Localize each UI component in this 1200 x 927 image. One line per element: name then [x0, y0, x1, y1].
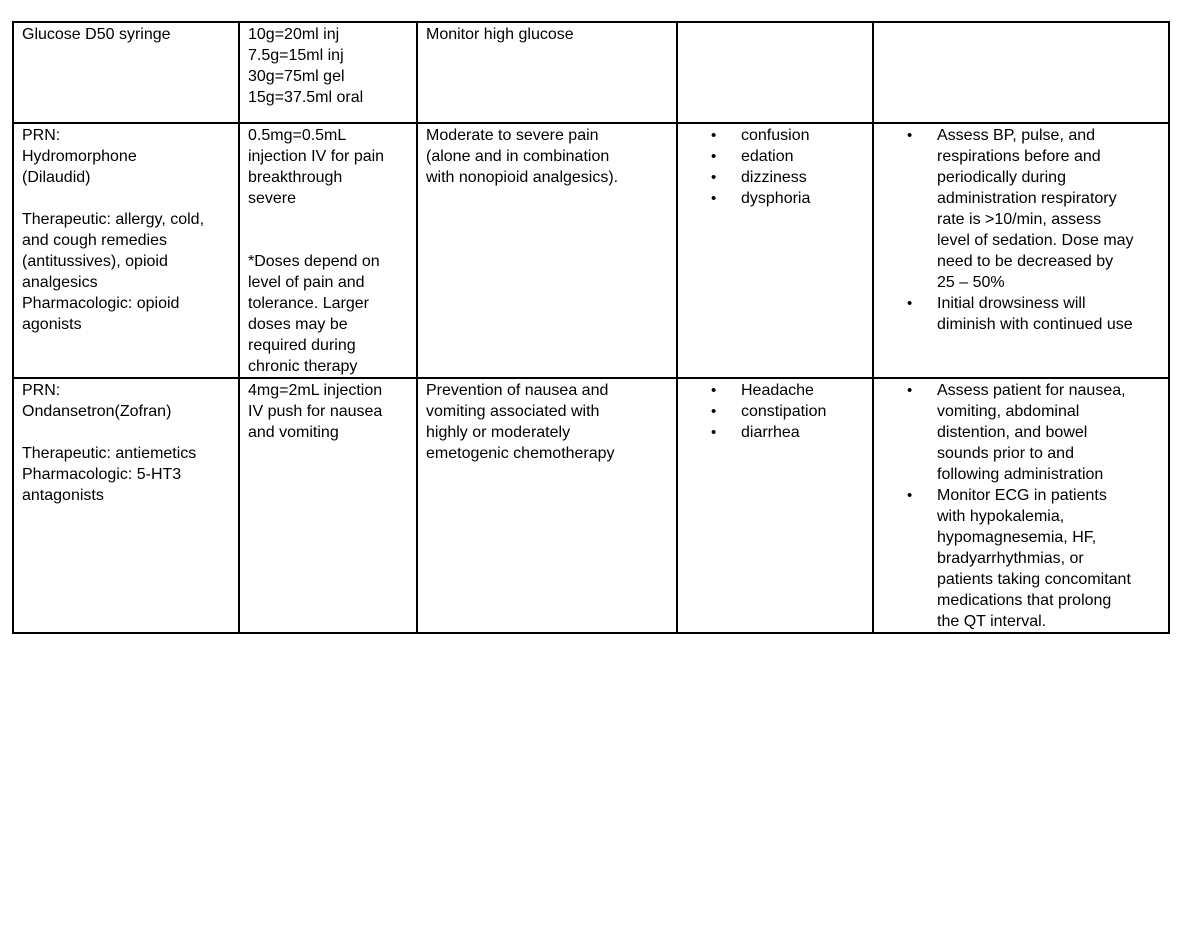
nursing-text-line: rate is >10/min, assess: [937, 211, 1102, 228]
cell-text-line: and vomiting: [248, 424, 339, 441]
nursing-cell: [873, 378, 1169, 633]
nursing-text-line: bradyarrhythmias, or: [937, 550, 1084, 567]
dose-cell: [239, 123, 417, 378]
indication-cell: [417, 123, 677, 378]
cell-text-line: antagonists: [22, 487, 104, 504]
cell-text-line: level of pain and: [248, 274, 365, 291]
nursing-cell: [873, 22, 1169, 123]
nursing-considerations-list: [882, 380, 1162, 632]
cell-text-line: 15g=37.5ml oral: [248, 89, 364, 106]
cell-text-line: required during: [248, 337, 356, 354]
blank-line: [248, 230, 410, 251]
cell-text-line: Glucose D50 syringe: [22, 26, 171, 43]
cell-text-line: Prevention of nausea and: [426, 382, 609, 399]
cell-text-line: and cough remedies: [22, 232, 167, 249]
cell-text-line: Moderate to severe pain: [426, 127, 599, 144]
cell-text-line: Ondansetron(Zofran): [22, 403, 172, 420]
nursing-text-line: distention, and bowel: [937, 424, 1088, 441]
side-effect-item: • confusion: [686, 125, 866, 146]
cell-text-line: 30g=75ml gel: [248, 68, 345, 85]
cell-text-line: PRN:: [22, 382, 61, 399]
nursing-text-line: periodically during: [937, 169, 1066, 186]
cell-text-line: breakthrough: [248, 169, 343, 186]
table-row-ondansetron: [13, 378, 1169, 633]
nursing-text-line: respirations before and: [937, 148, 1101, 165]
cell-text-line: Therapeutic: allergy, cold,: [22, 211, 205, 228]
nursing-consideration-item: [882, 125, 1162, 293]
nursing-text-line: sounds prior to and: [937, 445, 1074, 462]
cell-text-line: 10g=20ml inj: [248, 26, 340, 43]
side-effects-list: [686, 380, 866, 443]
cell-text-line: PRN:: [22, 127, 61, 144]
nursing-text-line: • Monitor ECG in patients: [937, 487, 1107, 504]
nursing-text-line: following administration: [937, 466, 1104, 483]
side-effect-item: • diarrhea: [686, 422, 866, 443]
drug-cell: [13, 22, 239, 123]
cell-text-line: (Dilaudid): [22, 169, 91, 186]
side-effects-list: [686, 125, 866, 209]
cell-text-line: Therapeutic: antiemetics: [22, 445, 197, 462]
side-effects-cell: [677, 22, 873, 123]
drug-cell: [13, 123, 239, 378]
side-effect-item: • edation: [686, 146, 866, 167]
side-effect-item: • constipation: [686, 401, 866, 422]
cell-text-line: 0.5mg=0.5mL: [248, 127, 347, 144]
indication-cell: [417, 378, 677, 633]
blank-line: [22, 188, 232, 209]
nursing-consideration-item: [882, 485, 1162, 632]
nursing-consideration-item: [882, 293, 1162, 335]
dose-cell: [239, 22, 417, 123]
cell-text-line: vomiting associated with: [426, 403, 600, 420]
nursing-text-line: • Assess BP, pulse, and: [937, 127, 1096, 144]
cell-text-line: Hydromorphone: [22, 148, 137, 165]
cell-text-line: with nonopioid analgesics).: [426, 169, 619, 186]
dose-cell: [239, 378, 417, 633]
side-effects-cell: [677, 378, 873, 633]
cell-text-line: injection IV for pain: [248, 148, 385, 165]
blank-line: [22, 422, 232, 443]
cell-text-line: analgesics: [22, 274, 98, 291]
nursing-text-line: need to be decreased by: [937, 253, 1114, 270]
nursing-text-line: 25 – 50%: [937, 274, 1005, 291]
nursing-text-line: medications that prolong: [937, 592, 1112, 609]
nursing-text-line: vomiting, abdominal: [937, 403, 1080, 420]
nursing-text-line: • Assess patient for nausea,: [937, 382, 1126, 399]
blank-line: [248, 209, 410, 230]
side-effect-item: • Headache: [686, 380, 866, 401]
cell-text-line: IV push for nausea: [248, 403, 383, 420]
nursing-text-line: the QT interval.: [937, 613, 1047, 630]
table-row-glucose: [13, 22, 1169, 123]
nursing-cell: [873, 123, 1169, 378]
indication-cell: [417, 22, 677, 123]
cell-text-line: *Doses depend on: [248, 253, 380, 270]
side-effects-cell: [677, 123, 873, 378]
nursing-consideration-item: [882, 380, 1162, 485]
cell-text-line: agonists: [22, 316, 82, 333]
cell-text-line: severe: [248, 190, 297, 207]
nursing-considerations-list: [882, 125, 1162, 335]
table-row-hydromorphone: [13, 123, 1169, 378]
nursing-text-line: • Initial drowsiness will: [937, 295, 1086, 312]
cell-text-line: Monitor high glucose: [426, 26, 574, 43]
medication-table: [12, 21, 1170, 634]
cell-text-line: (alone and in combination: [426, 148, 610, 165]
side-effect-item: • dizziness: [686, 167, 866, 188]
cell-text-line: chronic therapy: [248, 358, 358, 375]
nursing-text-line: hypomagnesemia, HF,: [937, 529, 1097, 546]
cell-text-line: doses may be: [248, 316, 348, 333]
drug-cell: [13, 378, 239, 633]
nursing-text-line: diminish with continued use: [937, 316, 1133, 333]
cell-text-line: 7.5g=15ml inj: [248, 47, 344, 64]
cell-text-line: 4mg=2mL injection: [248, 382, 383, 399]
cell-text-line: emetogenic chemotherapy: [426, 445, 615, 462]
nursing-text-line: level of sedation. Dose may: [937, 232, 1134, 249]
nursing-text-line: patients taking concomitant: [937, 571, 1131, 588]
cell-text-line: (antitussives), opioid: [22, 253, 168, 270]
cell-text-line: highly or moderately: [426, 424, 571, 441]
cell-text-line: Pharmacologic: opioid: [22, 295, 180, 312]
nursing-text-line: with hypokalemia,: [937, 508, 1065, 525]
table-body: [13, 22, 1169, 633]
cell-text-line: tolerance. Larger: [248, 295, 369, 312]
side-effect-item: • dysphoria: [686, 188, 866, 209]
nursing-text-line: administration respiratory: [937, 190, 1117, 207]
cell-text-line: Pharmacologic: 5-HT3: [22, 466, 182, 483]
